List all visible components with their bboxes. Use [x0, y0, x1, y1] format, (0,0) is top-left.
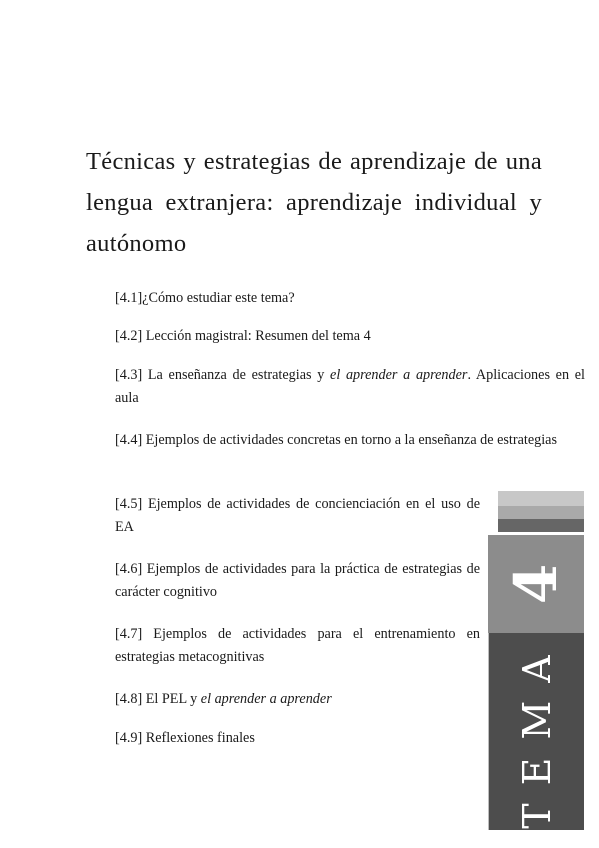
toc-item-text: [4.2] Lección magistral: Resumen del tema 4 — [115, 328, 371, 344]
badge-stripe-light — [498, 491, 584, 506]
tema-label-box — [488, 633, 584, 830]
toc-item-4-4[interactable] — [115, 429, 585, 452]
toc-item-4-2[interactable] — [115, 325, 585, 348]
document-title: Técnicas y estrategias de aprendizaje de una lengua extranjera: aprendizaje individual y autónomo — [86, 148, 542, 257]
toc-item-italic: el aprender a aprender — [200, 691, 332, 707]
toc-item-4-1[interactable] — [115, 287, 585, 310]
toc-item-4-6[interactable] — [115, 558, 480, 604]
toc-item-4-9[interactable] — [115, 727, 480, 750]
toc-item-4-3[interactable] — [115, 364, 585, 410]
topic-number: 4 — [501, 563, 570, 605]
toc-item-italic: el aprender a aprender — [330, 367, 468, 383]
tema-label: TEMA — [515, 637, 559, 829]
toc-item-text: [4.7] Ejemplos de actividades para el entrenamiento en estrategias metacognitivas — [115, 626, 480, 665]
toc-item-4-8[interactable] — [115, 688, 480, 711]
toc-item-text: . Aplicaciones en el aula — [115, 367, 585, 406]
topic-badge — [488, 490, 584, 830]
toc-item-4-5[interactable] — [115, 493, 480, 539]
toc-item-text: [4.6] Ejemplos de actividades para la práctica de estrategias de carácter cognitivo — [115, 561, 480, 600]
badge-stripe-mid — [498, 506, 584, 519]
toc-item-text: [4.9] Reflexiones finales — [115, 730, 255, 746]
toc-item-4-7[interactable] — [115, 623, 480, 669]
toc-item-text: [4.8] El PEL y — [115, 691, 201, 707]
toc-item-text: [4.3] La enseñanza de estrategias y — [115, 367, 331, 383]
toc-item-text: [4.5] Ejemplos de actividades de concienciación en el uso de EA — [115, 496, 480, 535]
badge-stripe-dark — [498, 519, 584, 532]
toc-item-text: [4.1]¿Cómo estudiar este tema? — [115, 290, 295, 306]
topic-number-box — [488, 535, 584, 633]
toc-item-text: [4.4] Ejemplos de actividades concretas en torno a la enseñanza de estrategias — [115, 432, 557, 448]
